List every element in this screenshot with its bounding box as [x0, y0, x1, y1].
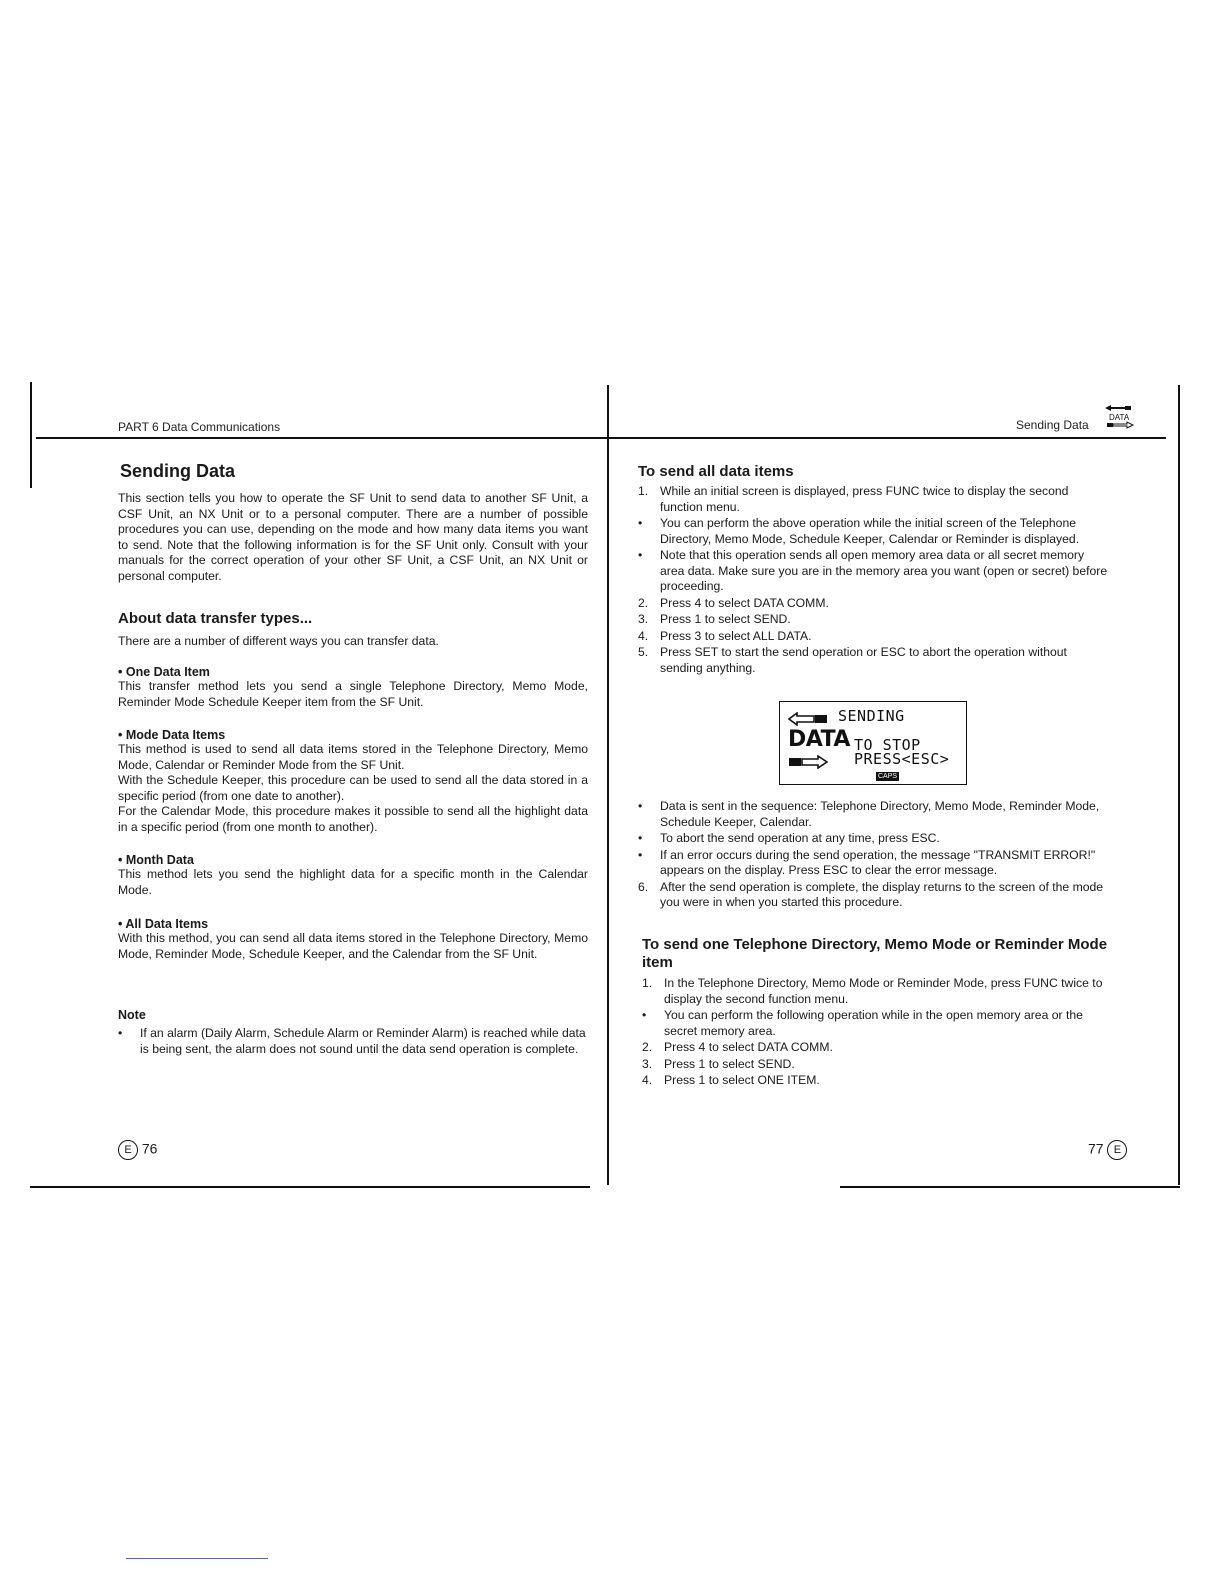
- send-all-steps: [638, 484, 1108, 677]
- list-item: • You can perform the above operation while the initial screen of the Telephone Directory, Memo Mode, Schedule Keeper, Calendar or Reminder is displayed.: [638, 516, 1080, 546]
- header-right: Sending Data: [1016, 418, 1089, 432]
- right-border: [1178, 385, 1180, 1185]
- list-item: 3. Press 1 to select SEND.: [638, 612, 791, 626]
- transfer-type-mode-items: [118, 728, 588, 835]
- list-item: 4. Press 1 to select ONE ITEM.: [642, 1073, 820, 1087]
- list-item: • You can perform the following operation while in the open memory area or the secret memory area.: [642, 1008, 1083, 1038]
- list-item: • To abort the send operation at any time, press ESC.: [638, 831, 940, 845]
- after-send-notes: [638, 799, 1108, 912]
- caps-indicator: CAPS: [878, 773, 898, 780]
- list-item: 4. Press 3 to select ALL DATA.: [638, 628, 812, 643]
- list-item: • Data is sent in the sequence: Telephone Directory, Memo Mode, Reminder Mode, Schedule Keeper, Calendar.: [638, 799, 1100, 829]
- page-number: 76: [141, 1140, 158, 1157]
- note-heading: Note: [118, 1008, 146, 1022]
- list-item: 3. Press 1 to select SEND.: [642, 1056, 795, 1071]
- e-circle-icon: E: [118, 1140, 138, 1160]
- transfer-type-month: [118, 853, 588, 898]
- type-text: This transfer method lets you send a single Telephone Directory, Memo Mode, Reminder Mode Schedule Keeper item from the SF Unit.: [118, 679, 588, 709]
- list-item: 1. In the Telephone Directory, Memo Mode or Reminder Mode, press FUNC twice to display the second function menu.: [642, 976, 1103, 1006]
- list-item: • Note that this operation sends all open memory area data or all secret memory area data. Make sure you are in the memory area you want (open or secret) before proceeding.: [638, 548, 1108, 593]
- transfer-type-all: [118, 917, 588, 962]
- lcd-display: [779, 701, 967, 785]
- list-item: • If an alarm (Daily Alarm, Schedule Alarm or Reminder Alarm) is reached while data is being sent, the alarm does not sound until the data send operation is complete.: [118, 1026, 586, 1056]
- footer-link-underline: [126, 1558, 268, 1559]
- page-title: Sending Data: [120, 461, 236, 481]
- footer-rule-right: [840, 1186, 1180, 1188]
- lcd-data-logo: DATA: [788, 727, 850, 752]
- transfer-type-one-item: [118, 665, 588, 710]
- header-left: PART 6 Data Communications: [118, 420, 281, 434]
- send-all-heading: To send all data items: [638, 463, 794, 480]
- center-divider: [607, 385, 609, 1185]
- lcd-sending: SENDING: [838, 707, 905, 725]
- svg-text:DATA: DATA: [1109, 413, 1130, 422]
- data-logo-icon: [1103, 404, 1135, 430]
- left-border: [30, 382, 32, 488]
- list-item: • If an error occurs during the send operation, the message "TRANSMIT ERROR!" appears on the display. Press ESC to clear the error message.: [638, 847, 1096, 877]
- receive-arrow-icon: [788, 754, 828, 773]
- lcd-to-stop: TO STOP: [854, 736, 921, 754]
- header-rule: [36, 437, 1166, 439]
- send-one-heading: To send one Telephone Directory, Memo Mode or Reminder Mode item: [642, 936, 1108, 971]
- list-item: 2. Press 4 to select DATA COMM.: [642, 1040, 833, 1054]
- footer-rule-left: [30, 1186, 590, 1188]
- type-heading: • Month Data: [118, 853, 194, 867]
- page-number-left: [118, 1140, 157, 1160]
- type-text: This method lets you send the highlight data for a specific month in the Calendar Mode.: [118, 867, 588, 897]
- list-item: 2. Press 4 to select DATA COMM.: [638, 595, 829, 610]
- intro-paragraph: This section tells you how to operate the SF Unit to send data to another SF Unit, a CSF Unit, an NX Unit or to a personal computer. There are a number of possible procedures you can use, depending on the mode and how many data items you want to send. Note that the following information is for the SF Unit only. Consult with your manuals for the correct operation of your other SF Unit, a CSF Unit, an NX Unit or personal computer.: [118, 491, 588, 583]
- types-intro: There are a number of different ways you can transfer data.: [118, 634, 439, 648]
- type-heading: • One Data Item: [118, 665, 210, 679]
- type-text: This method is used to send all data items stored in the Telephone Directory, Memo Mode, Calendar or Reminder Mode from the SF Unit. With the Schedule Keeper, this procedure can be used to send all the data stored in a specific period (from one date to another). For the Calendar Mode, this procedure makes it possible to send all the highlight data in a specific period (from one month to another).: [118, 742, 588, 834]
- type-heading: • Mode Data Items: [118, 728, 226, 742]
- list-item: 1. While an initial screen is displayed, press FUNC twice to display the second function menu.: [638, 484, 1069, 514]
- lcd-press-esc: PRESS<ESC>: [854, 750, 950, 768]
- page-number-right: [1088, 1140, 1127, 1160]
- note-text: If an alarm (Daily Alarm, Schedule Alarm or Reminder Alarm) is reached while data is being sent, the alarm does not sound until the data send operation is complete.: [140, 1026, 586, 1056]
- types-heading: About data transfer types...: [118, 610, 313, 627]
- note-list: [118, 1026, 588, 1058]
- list-item: 5. Press SET to start the send operation or ESC to abort the operation without sending anything.: [638, 645, 1067, 675]
- type-heading: • All Data Items: [118, 917, 209, 931]
- page-number: 77: [1088, 1140, 1104, 1157]
- send-one-steps: [642, 976, 1108, 1090]
- list-item: 6. After the send operation is complete, the display returns to the screen of the mode you were in when you started this procedure.: [638, 879, 1104, 909]
- type-text: With this method, you can send all data items stored in the Telephone Directory, Memo Mode, Reminder Mode, Schedule Keeper, and the Calendar from the SF Unit.: [118, 931, 588, 961]
- e-circle-icon: E: [1107, 1140, 1127, 1160]
